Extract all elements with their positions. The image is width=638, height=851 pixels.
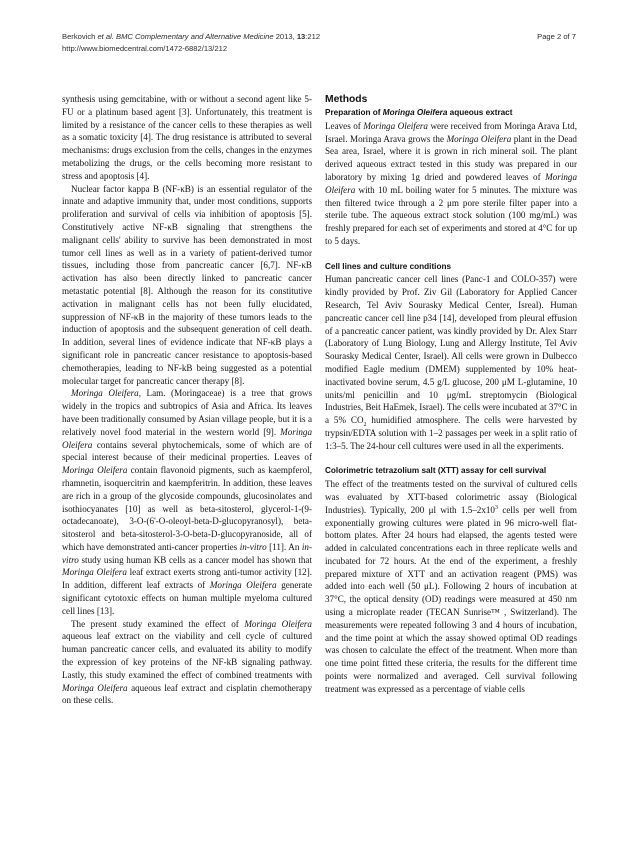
methods-heading: Methods	[325, 94, 368, 105]
paragraph-xtt-assay: The effect of the treatments tested on the survival of cultured cells was evaluated by XTT-based colorimetric assay (Biological Industries). Typically, 200 μl with $1.5-2x10^3$ cells per well from exponentially growing cultures were plated in 96 micro-well flat-bottom plates. After 24 hours had elapsed, the agents tested were added in calculated concentrations each in three replicate wells and incubated for 72 hours. At the end of the experiment, a freshly prepared mixture of XTT and an activation reagent (PMS) was added into each well (50 μL). Following 2 hours of incubation at 37°C, the optical density (OD) readings were measured at 450 nm using a microplate reader (TECAN Sunrise™ , Switzerland). The measurements were repeated following 3 and 4 hours of incubation, and the time point at which the assay showed optimal OD readings was chosen to calculate the effect of the treatment. When more than one time point fitted these criteria, the results for the different time points were normalized and averaged. Cell survival following treatment was expressed as a percentage of viable cells	[325, 479, 578, 694]
left-column	[62, 93, 312, 707]
paragraph-extract-preparation: Leaves of Moringa Oleifera were received from Moringa Arava Ltd, Israel. Moringa Arava grows the Moringa Oleifera plant in the Dead Sea area, Israel, where it is grown in rich mineral soil. The plant derived aqueous extract tested in this study was prepared in our laboratory by mixing 1g dried and powdered leaves of Moringa Oleifera with 10 mL boiling water for 5 minutes. The mixture was then filtered twice through a 2 μm pore sterile filter paper into a sterile tube. The aqueous extract stock solution (100 mg/mL) was freshly prepared for each set of experiments and stored at 4°C for up to 5 days.	[325, 120, 577, 246]
paragraph-moringa: Moringa Oleifera, Lam. (Moringaceae) is a tree that grows widely in the tropics and subtropics of Asia and Africa. Its leaves have been traditionally consumed by Asian village people, but it is a relatively novel food material in the western world [9]. Moringa Oleifera contains several phytochemicals, some of which are of special interest because of their medicinal properties. Leaves of Moringa Oleifera contain flavonoid pigments, such as kaempferol, rhamnetin, isoquercitrin and kaempferitrin. In addition, these leaves are rich in a group of the glycoside compounds, glucosinolates and isothiocyanates [10] as well as beta-sitosterol, glycerol-1-(9-octadecanoate), 3-O-(6'-O-oleoyl-beta-D-glucopyranosyl), beta-sitosterol and beta-sitosterol-3-O-beta-D-glucopyranoside, all of which have demonstrated anti-cancer properties in-vitro [11]. An in-vitro study using human KB cells as a cancer model has shown that Moringa Oleifera leaf extract exerts strong anti-tumor activity [12]. In addition, different leaf extracts of Moringa Oleifera generate significant cytotoxic effects on human multiple myeloma cultured cell lines [13].	[62, 388, 312, 616]
paragraph-chemotherapy: synthesis using gemcitabine, with or without a second agent like 5-FU or a platinum based agent [3]. Unfortunately, this treatment is limited by a resistance of the cancer cells to these therapies as well as a somatic toxicity [4]. The drug resistance is attributed to several mechanisms: drugs exclusion from the cells, changes in the enzymes metabolizing the drugs, or the cells becoming more resistant to stress and apoptosis [4].	[62, 94, 313, 181]
subheading-xtt-assay: Colorimetric tetrazolium salt (XTT) assay for cell survival	[325, 466, 547, 476]
running-header	[62, 31, 462, 55]
paragraph-cell-lines: Human pancreatic cancer cell lines (Panc-1 and COLO-357) were kindly provided by Prof. Ziv Gil (Laboratory for Applied Cancer Research, Tel Aviv Sourasky Medical Center, Isreal). Human pancreatic cancer cell line p34 [14], developed from pleural effusion of a pancreatic cancer patient, was kindly provided by Dr. Alex Starr (Laboratory of Lung Biology, Lung and Allergy Institute, Tel Aviv Sourasky Medical Center, Israel). All cells were grown in Dulbecco modified Eagle medium (DMEM) supplemented by 10% heat-inactivated bovine serum, 4.5 g/L glucose, 200 μM L-glutamine, 10 units/ml penicillin and 10 μg/mL streptomycin (Biological Industries, Beit HaEmek, Israel). The cells were incubated at 37°C in a 5% $CO_2$ humidified atmosphere. The cells were harvested by trypsin/EDTA solution with 1–2 passages per week in a split ratio of 1:3–5. The 24-hour cell cultures were used in all the experiments.	[325, 274, 577, 451]
subheading-cell-lines: Cell lines and culture conditions	[325, 261, 452, 271]
page-number: Page 2 of 7	[537, 32, 576, 41]
paragraph-present-study: The present study examined the effect of Moringa Oleifera aqueous leaf extract on the viability and cell cycle of cultured human pancreatic cancer cells, and evaluated its ability to modify the expression of key proteins of the NF-kB signaling pathway. Lastly, this study examined the effect of combined treatments with Moringa Oleifera aqueous leaf extract and cisplatin chemotherapy on these cells.	[62, 618, 312, 706]
article-url-link[interactable]: http://www.biomedcentral.com/1472-6882/13/212	[62, 44, 228, 54]
journal-citation: Berkovich et al. BMC Complementary and Alternative Medicine 2013, 13:212	[62, 32, 321, 41]
subheading-extract-preparation: Preparation of Moringa Oleifera aqueous extract	[325, 108, 513, 117]
right-column	[325, 93, 577, 696]
paragraph-nfkb: Nuclear factor kappa B (NF-κB) is an essential regulator of the innate and adaptive immunity that, under most conditions, supports proliferation and survival of cells via inhibition of apoptosis [5]. Constitutively active NF-κB signaling that strengthens the malignant cells' ability to survive has been demonstrated in most tumor cell lines as well as in a variety of patient-derived tumor tissues, including those from pancreatic cancer [6,7]. NF-κB activation has also been directly linked to pancreatic cancer metastatic potential [8]. Although the reason for its constitutive activation in malignant cells has not been fully elucidated, suppression of NF-κB in the majority of these tumors leads to the induction of apoptosis and the subsequent generation of cell death. In addition, several lines of evidence indicate that NF-κB plays a significant role in pancreatic cancer resistance to apoptosis-based chemotherapies, leading to NF-kB being suggested as a potential molecular target for pancreatic cancer therapy [8].	[62, 183, 312, 386]
